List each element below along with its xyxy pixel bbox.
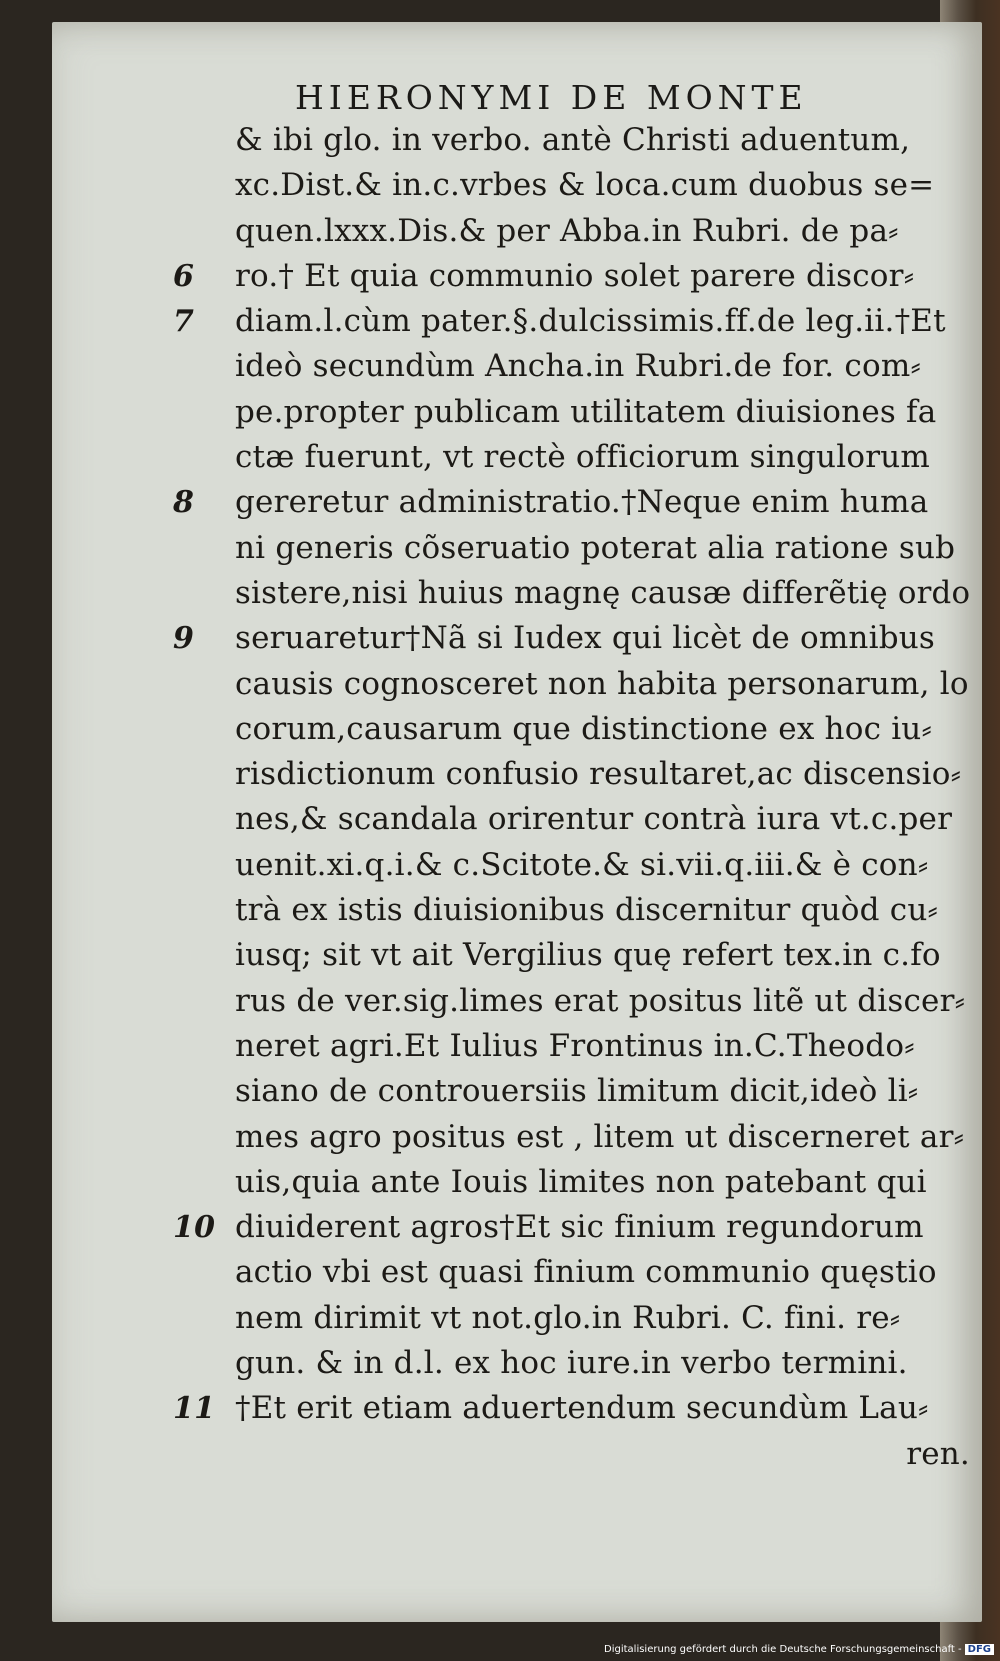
line-text: nes,& scandala orirentur contrà iura vt.c.per (235, 801, 953, 838)
text-line (235, 707, 970, 752)
text-line (235, 797, 970, 842)
text-line (235, 1160, 970, 1205)
line-text: rus de ver.sig.limes erat positus litẽ ut discer⸗ (235, 982, 966, 1019)
line-text: causis cognosceret non habita personarum, lo (235, 665, 969, 702)
line-text: uis,quia ante Iouis limites non patebant qui (235, 1163, 927, 1200)
line-text: ro.† Et quia communio solet parere discor⸗ (235, 257, 915, 294)
line-text: risdictionum confusio resultaret,ac discensio⸗ (235, 756, 962, 793)
line-text: xc.Dist.& in.c.vrbes & loca.cum duobus se= (235, 167, 935, 204)
text-line (235, 979, 970, 1024)
text-line (173, 616, 970, 661)
text-line (235, 662, 970, 707)
text-line (235, 163, 970, 208)
margin-note-number: 7 (173, 304, 195, 340)
text-line (235, 1115, 970, 1160)
line-text: †Et erit etiam aduertendum secundùm Lau⸗ (235, 1390, 929, 1427)
line-text: gereretur administratio.†Neque enim huma (235, 484, 929, 521)
margin-note-number: 6 (173, 258, 195, 294)
line-text: gun. & in d.l. ex hoc iure.in verbo termini. (235, 1345, 908, 1382)
line-text: diam.l.cùm pater.§.dulcissimis.ff.de leg.ii.†Et (235, 303, 946, 340)
line-text: & ibi glo. in verbo. antè Christi aduentum, (235, 122, 911, 158)
line-text: ctæ fuerunt, vt rectè officiorum singulorum (235, 439, 930, 476)
text-line (235, 752, 970, 797)
text-line (235, 1296, 970, 1341)
text-line (235, 888, 970, 933)
line-text: ideò secundùm Ancha.in Rubri.de for. com⸗ (235, 348, 921, 385)
text-line (235, 1250, 970, 1295)
text-line (235, 1069, 970, 1114)
text-line (235, 209, 970, 254)
margin-note-number: 9 (173, 621, 195, 657)
margin-note-number: 10 (173, 1210, 216, 1246)
text-line (235, 571, 970, 616)
line-text: trà ex istis diuisionibus discernitur quòd cu⸗ (235, 892, 939, 929)
text-line (235, 344, 970, 389)
text-block (173, 118, 971, 1477)
line-text: sistere,nisi huius magnę causæ differẽtię ordo (235, 574, 971, 611)
credit-text: Digitalisierung gefördert durch die Deutsche Forschungsgemeinschaft - (604, 1644, 962, 1655)
margin-note-number: 11 (173, 1391, 216, 1427)
text-line (235, 1024, 970, 1069)
dfg-logo: DFG (965, 1644, 994, 1655)
digitization-credit (604, 1644, 994, 1655)
text-line (235, 118, 970, 163)
text-line (235, 390, 970, 435)
text-line (235, 435, 970, 480)
line-text: actio vbi est quasi finium communio quęstio (235, 1254, 937, 1291)
text-line (235, 1341, 970, 1386)
text-line (173, 480, 970, 525)
line-text: mes agro positus est , litem ut discerneret ar⸗ (235, 1118, 965, 1155)
text-line (235, 526, 970, 571)
text-line (173, 299, 970, 344)
text-line (173, 1386, 970, 1431)
line-text: corum,causarum que distinctione ex hoc iu⸗ (235, 710, 932, 747)
line-text: pe.propter publicam utilitatem diuisiones fa (235, 393, 937, 430)
line-text: diuiderent agros†Et sic finium regundorum (235, 1209, 924, 1246)
line-text: seruaretur†Nã si Iudex qui licèt de omnibus (235, 620, 936, 657)
line-text: uenit.xi.q.i.& c.Scitote.& si.vii.q.iii.& è con⸗ (235, 846, 929, 883)
text-line (173, 254, 970, 299)
line-text: neret agri.Et Iulius Frontinus in.C.Theodo⸗ (235, 1027, 915, 1064)
running-title: HIERONYMI DE MONTE (295, 78, 808, 117)
margin-note-number: 8 (173, 485, 195, 521)
line-text: siano de controuersiis limitum dicit,ideò li⸗ (235, 1073, 919, 1110)
text-line (235, 933, 970, 978)
text-line (235, 843, 970, 888)
catchword: ren. (906, 1435, 970, 1472)
line-text: iusq; sit vt ait Vergilius quę refert tex.in c.fo (235, 937, 941, 974)
line-text: nem dirimit vt not.glo.in Rubri. C. fini. re⸗ (235, 1299, 901, 1336)
text-line (173, 1205, 970, 1250)
line-text: ni generis cõseruatio poterat alia ratione sub (235, 529, 956, 566)
line-text: quen.lxxx.Dis.& per Abba.in Rubri. de pa⸗ (235, 212, 899, 249)
